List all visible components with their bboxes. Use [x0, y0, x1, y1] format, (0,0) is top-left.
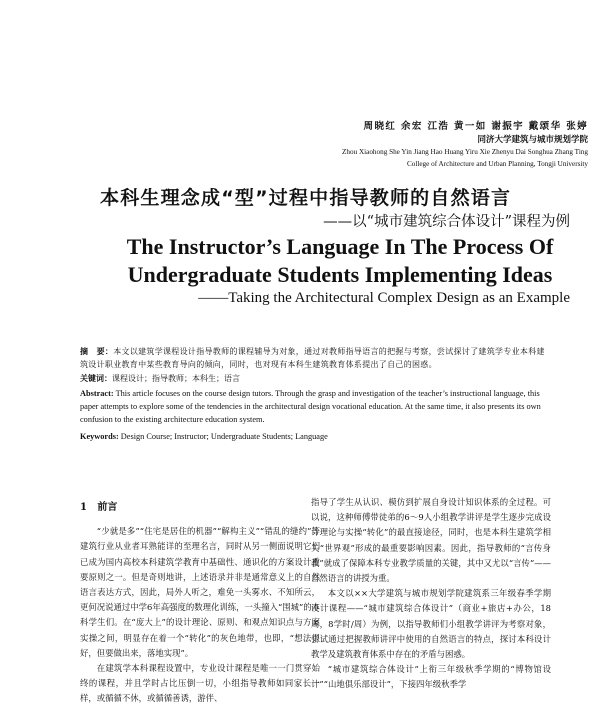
abstract-english-label: Abstract: [80, 389, 114, 398]
abstract-chinese-label: 摘 要： [80, 346, 114, 356]
body-paragraph: “少就是多”“住宅是居住的机器”“解构主义”“错乱的缝约”等建筑行业从业者耳熟能详的至理名言，同时从另一侧面说明它们已成为国内高校本科建筑学教育中基础性、通识化的方案设计重要原则之一。但是奇则地讲，上述语录并非是通常意义上的自然语言表达方式，因此，局外人听之，难免一头雾水、不知所云，更何况说通过中学6年高强度的数理化训练，一头撞入“围城”的本科学生们。在“庞大上”的设计理论、原则、和观点知识点与方案实操之间，明显存在着一个“转化”的灰色地带，也即，“想法很好，但要做出来，落地实现”。 [80, 526, 321, 658]
subtitle-chinese: ——以“城市建筑综合体设计”课程为例 [323, 214, 570, 230]
authors-english: Zhou Xiaohong She Yin Jiang Hao Huang Yiru Xie Zhenyu Dai Songhua Zhang Ting [341, 148, 588, 156]
section-heading [80, 500, 320, 515]
keywords-chinese [80, 372, 550, 385]
keywords-chinese-label: 关键词： [80, 373, 112, 383]
keywords-chinese-text: 课程设计；指导教师；本科生；语言 [112, 374, 240, 383]
keywords-english-label: Keywords: [80, 431, 119, 441]
title-english-line2: Undergraduate Students Implementing Ideas [127, 262, 553, 287]
body-paragraph: 在建筑学本科课程设置中，专业设计课程是唯一一门贯穿始终的课程，并且学时占比压倒一切，小组指导教师如同家长一样，或循循不休，或循循善诱，游伴、 [80, 663, 320, 704]
body-column-left [80, 496, 320, 707]
section-title: 前言 [97, 502, 118, 513]
affiliation-english: College of Architecture and Urban Planning, Tongji University [406, 160, 588, 168]
authors-chinese: 周晓红 余宏 江浩 黄一如 谢振宇 戴颂华 张婷 [363, 121, 588, 132]
keywords-english [80, 430, 550, 443]
abstract-chinese [80, 345, 550, 371]
abstract-chinese-text: 本文以建筑学课程设计指导教师的课程辅导为对象，通过对教师指导语言的把握与考察，尝试探讨了建筑学专业本科建筑设计职业教育中某些教育导向的倾向，同时，也对现有本科生建筑教育体系提出了自己的困惑。 [80, 347, 545, 369]
subtitle-english: ——Taking the Architectural Complex Design as an Example [198, 290, 570, 306]
abstract-english [80, 387, 550, 427]
affiliation-chinese: 同济大学建筑与城市规划学院 [477, 135, 588, 145]
title-english-line1: The Instructor’s Language In The Process Of [126, 234, 554, 259]
body-column-right [311, 495, 551, 693]
abstract-block [80, 345, 550, 443]
body-paragraph: “城市建筑综合体设计”上衔三年级秋季学期的“博物馆设计”“山地俱乐部设计”，下接四年级秋季学 [311, 664, 551, 690]
section-number: 1 [80, 502, 87, 513]
body-paragraph: 指导了学生从认识、模仿到扩展自身设计知识体系的全过程。可以说，这种师傅带徒弟的6～9人小组教学讲评是学生逐步完成设计理论与实操“转化”的最直接途径，同时，也是本科生建筑学相关“世界观”形成的最重要影响因素。因此，指导教师的“言传身教”就成了保障本科专业教学质量的关键，其中又尤以“言传”——自然语言的讲授为重。 [311, 497, 551, 584]
abstract-english-text: This article focuses on the course design tutors. Through the grasp and investigation of the teacher’s instructional language, this paper attempts to explore some of the tendencies in the architectural design vocational education. At the same time, it also presents its own confusion to the existing architecture education system. [80, 389, 541, 425]
title-chinese: 本科生理念成“型”过程中指导教师的自然语言 [100, 187, 512, 209]
body-paragraph: 本文以××大学建筑与城市规划学院建筑系三年级春季学期设计课程——“城市建筑综合体设计”（商业+旅店+办公，18周，8学时/周）为例，以指导教师们小组教学讲评为考察对象，尝试通过把握教师讲评中使用的自然语言的特点，探讨本科设计教学及建筑教育体系中存在的矛盾与困惑。 [311, 588, 551, 660]
keywords-english-text: Design Course; Instructor; Undergraduate Students; Language [120, 431, 328, 441]
